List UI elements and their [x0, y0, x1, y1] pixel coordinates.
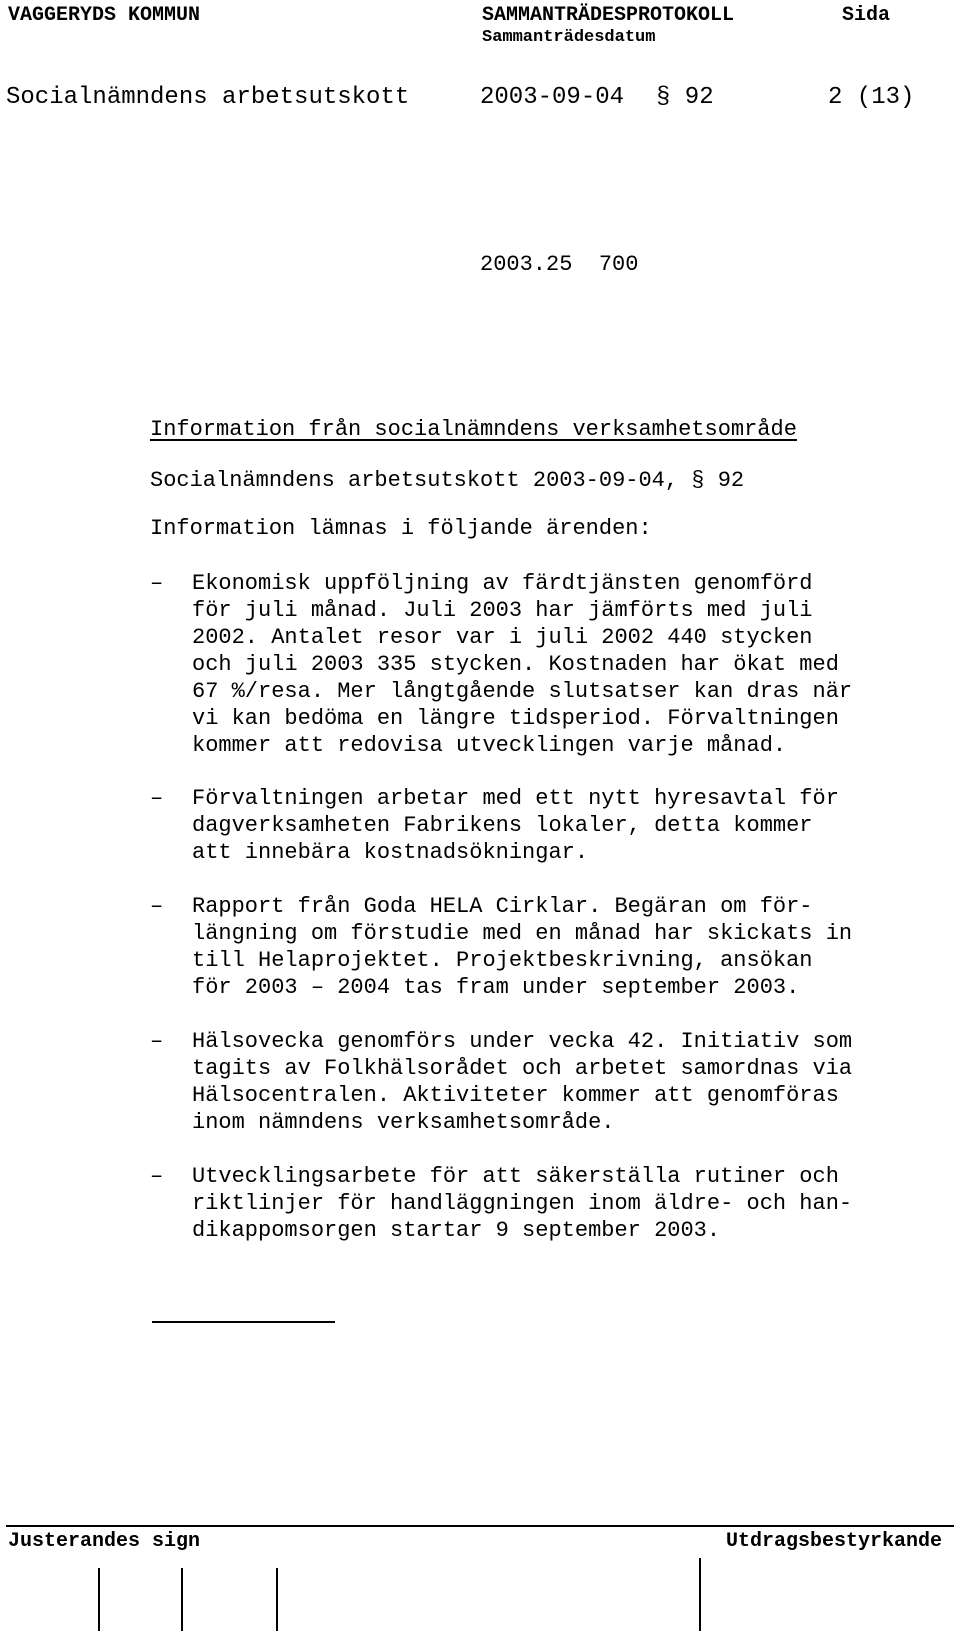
- list-item-text: Förvaltningen arbetar med ett nytt hyresavtal för dagverksamheten Fabrikens lokaler, detta kommer att innebära kostnadsökningar.: [192, 786, 839, 865]
- list-item: [150, 1028, 950, 1136]
- bullet-dash: –: [150, 894, 164, 919]
- bullet-dash: –: [150, 786, 164, 811]
- diary-reference: 2003.25 700: [480, 252, 639, 277]
- list-item: [150, 785, 950, 866]
- section-number: § 92: [656, 84, 714, 111]
- utdragsbestyrkande-label: Utdragsbestyrkande: [726, 1530, 943, 1553]
- municipality-name: VAGGERYDS KOMMUN: [8, 4, 201, 27]
- bullet-dash: –: [150, 571, 164, 596]
- page-number: 2 (13): [828, 84, 915, 111]
- signature-box-divider: [181, 1568, 183, 1631]
- list-item: [150, 1163, 950, 1244]
- list-item: [150, 893, 950, 1001]
- page-label: Sida: [842, 4, 891, 27]
- list-item-text: Hälsovecka genomförs under vecka 42. Initiativ som tagits av Folkhälsorådet och arbetet samordnas via Hälsocentralen. Aktiviteter kommer att genomföras inom nämndens verksamhetsområde.: [192, 1029, 853, 1135]
- justerandes-sign-label: Justerandes sign: [8, 1530, 201, 1553]
- list-item-text: Ekonomisk uppföljning av färdtjänsten genomförd för juli månad. Juli 2003 har jämförts med juli 2002. Antalet resor var i juli 2002 440 stycken och juli 2003 335 stycken. Kostnaden har ökat med 67 %/resa. Mer långtgående slutsatser kan dras när vi kan bedöma en längre tidsperiod. Förvaltningen kommer att redovisa utvecklingen varje månad.: [192, 571, 853, 758]
- section-end-rule: [152, 1321, 335, 1323]
- list-item-text: Utvecklingsarbete för att säkerställa rutiner och riktlinjer för handläggningen inom äldre- och han- dikappomsorgen startar 9 september 2003.: [192, 1164, 853, 1243]
- signature-box-divider: [98, 1568, 100, 1631]
- bullet-dash: –: [150, 1029, 164, 1054]
- footer-rule: [6, 1525, 954, 1527]
- list-item: [150, 570, 950, 759]
- meeting-date: 2003-09-04: [480, 84, 625, 111]
- bullet-dash: –: [150, 1164, 164, 1189]
- signature-box-divider: [276, 1568, 278, 1631]
- list-item-text: Rapport från Goda HELA Cirklar. Begäran om för- längning om förstudie med en månad har skickats in till Helaprojektet. Projektbeskrivning, ansökan för 2003 – 2004 tas fram under september 2003.: [192, 894, 853, 1000]
- signature-box-divider: [699, 1558, 701, 1631]
- intro-text: Information lämnas i följande ärenden:: [150, 516, 652, 541]
- meeting-date-label: Sammanträdesdatum: [482, 28, 656, 47]
- section-reference: Socialnämndens arbetsutskott 2003-09-04, § 92: [150, 468, 745, 493]
- section-title: Information från socialnämndens verksamhetsområde: [150, 417, 797, 442]
- committee-name: Socialnämndens arbetsutskott: [6, 84, 410, 111]
- protocol-title: SAMMANTRÄDESPROTOKOLL: [482, 4, 735, 27]
